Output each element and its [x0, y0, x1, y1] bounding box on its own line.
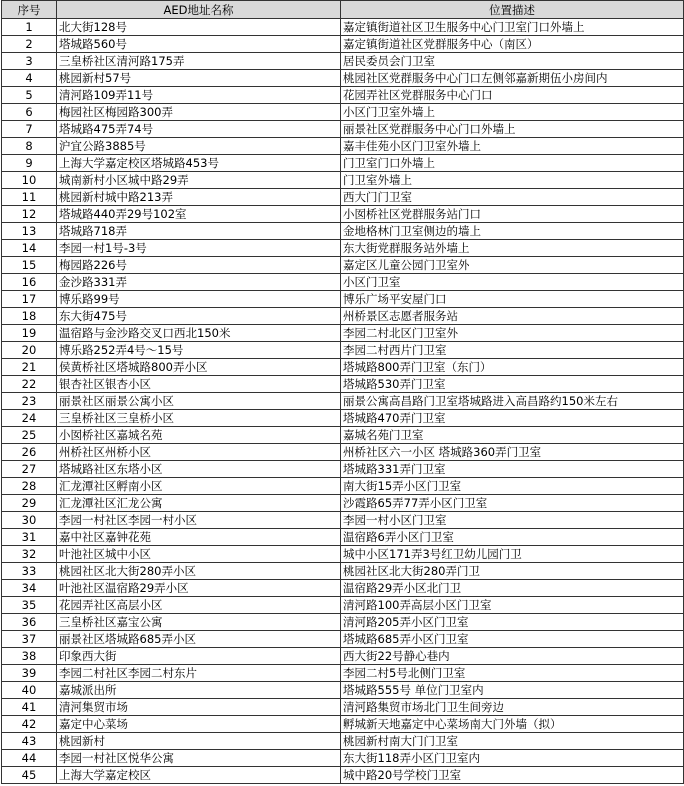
row-number: 30: [2, 512, 57, 529]
row-number: 42: [2, 716, 57, 733]
row-number: 17: [2, 291, 57, 308]
aed-address-name: 清河路109弄11号: [57, 87, 341, 104]
table-row: [2, 155, 684, 172]
location-description: 嘉丰佳苑小区门卫室外墙上: [341, 138, 684, 155]
location-description: 清河路205弄小区门卫室: [341, 614, 684, 631]
location-description: 金地格林门卫室侧边的墙上: [341, 223, 684, 240]
aed-address-name: 塔城路440弄29号102室: [57, 206, 341, 223]
aed-location-table: [1, 0, 684, 784]
table-row: [2, 529, 684, 546]
table-body: [2, 19, 684, 784]
location-description: 小囡桥社区党群服务站门口: [341, 206, 684, 223]
location-description: 东大街118弄小区门卫室内: [341, 750, 684, 767]
table-row: [2, 223, 684, 240]
aed-address-name: 桃园新村城中路213弄: [57, 189, 341, 206]
row-number: 28: [2, 478, 57, 495]
table-row: [2, 546, 684, 563]
location-description: 李园一村小区门卫室: [341, 512, 684, 529]
location-description: 李园二村西片门卫室: [341, 342, 684, 359]
location-description: 小区门卫室外墙上: [341, 104, 684, 121]
aed-address-name: 汇龙潭社区汇龙公寓: [57, 495, 341, 512]
row-number: 4: [2, 70, 57, 87]
row-number: 33: [2, 563, 57, 580]
row-number: 1: [2, 19, 57, 36]
aed-address-name: 东大街475号: [57, 308, 341, 325]
header-row: [2, 1, 684, 19]
row-number: 31: [2, 529, 57, 546]
row-number: 18: [2, 308, 57, 325]
row-number: 20: [2, 342, 57, 359]
location-description: 塔城路685弄小区门卫室: [341, 631, 684, 648]
row-number: 35: [2, 597, 57, 614]
row-number: 34: [2, 580, 57, 597]
location-description: 孵城新天地嘉定中心菜场南大门外墙（拟）: [341, 716, 684, 733]
aed-address-name: 侯黄桥社区塔城路800弄小区: [57, 359, 341, 376]
aed-address-name: 城南新村小区城中路29弄: [57, 172, 341, 189]
aed-address-name: 塔城路560号: [57, 36, 341, 53]
row-number: 36: [2, 614, 57, 631]
location-description: 温宿路6弄小区门卫室: [341, 529, 684, 546]
aed-address-name: 花园弄社区高层小区: [57, 597, 341, 614]
location-description: 博乐广场平安屋门口: [341, 291, 684, 308]
header-location: 位置描述: [341, 1, 684, 19]
location-description: 嘉定镇街道社区党群服务中心（南区）: [341, 36, 684, 53]
header-name: AED地址名称: [57, 1, 341, 19]
table-row: [2, 597, 684, 614]
aed-address-name: 李园一村社区李园一村小区: [57, 512, 341, 529]
aed-address-name: 三皇桥社区嘉宝公寓: [57, 614, 341, 631]
row-number: 6: [2, 104, 57, 121]
row-number: 40: [2, 682, 57, 699]
aed-address-name: 梅园路226号: [57, 257, 341, 274]
location-description: 塔城路331弄门卫室: [341, 461, 684, 478]
table-row: [2, 359, 684, 376]
location-description: 塔城路555号 单位门卫室内: [341, 682, 684, 699]
table-row: [2, 410, 684, 427]
table-row: [2, 699, 684, 716]
location-description: 城中小区171弄3号红卫幼儿园门卫: [341, 546, 684, 563]
aed-address-name: 上海大学嘉定校区: [57, 767, 341, 784]
location-description: 温宿路29弄小区北门卫: [341, 580, 684, 597]
row-number: 14: [2, 240, 57, 257]
row-number: 2: [2, 36, 57, 53]
row-number: 9: [2, 155, 57, 172]
aed-address-name: 上海大学嘉定校区塔城路453号: [57, 155, 341, 172]
row-number: 41: [2, 699, 57, 716]
table-row: [2, 580, 684, 597]
aed-address-name: 丽景社区丽景公寓小区: [57, 393, 341, 410]
row-number: 5: [2, 87, 57, 104]
row-number: 39: [2, 665, 57, 682]
table-row: [2, 614, 684, 631]
row-number: 43: [2, 733, 57, 750]
table-row: [2, 631, 684, 648]
aed-address-name: 桃园社区北大街280弄小区: [57, 563, 341, 580]
location-description: 门卫室外墙上: [341, 172, 684, 189]
row-number: 16: [2, 274, 57, 291]
location-description: 州桥景区志愿者服务站: [341, 308, 684, 325]
location-description: 塔城路800弄门卫室（东门）: [341, 359, 684, 376]
aed-address-name: 三皇桥社区清河路175弄: [57, 53, 341, 70]
header-no: 序号: [2, 1, 57, 19]
table-row: [2, 342, 684, 359]
row-number: 15: [2, 257, 57, 274]
location-description: 塔城路470弄门卫室: [341, 410, 684, 427]
table-row: [2, 563, 684, 580]
row-number: 8: [2, 138, 57, 155]
table-row: [2, 36, 684, 53]
aed-address-name: 州桥社区州桥小区: [57, 444, 341, 461]
table-row: [2, 682, 684, 699]
aed-address-name: 印象西大街: [57, 648, 341, 665]
aed-address-name: 银杏社区银杏小区: [57, 376, 341, 393]
aed-address-name: 塔城路718弄: [57, 223, 341, 240]
row-number: 23: [2, 393, 57, 410]
table-row: [2, 325, 684, 342]
table-row: [2, 665, 684, 682]
row-number: 21: [2, 359, 57, 376]
row-number: 12: [2, 206, 57, 223]
row-number: 13: [2, 223, 57, 240]
aed-address-name: 桃园新村57号: [57, 70, 341, 87]
table-row: [2, 427, 684, 444]
location-description: 小区门卫室: [341, 274, 684, 291]
row-number: 38: [2, 648, 57, 665]
row-number: 26: [2, 444, 57, 461]
aed-address-name: 叶池社区城中小区: [57, 546, 341, 563]
aed-address-name: 李园一村社区悦华公寓: [57, 750, 341, 767]
location-description: 嘉定镇街道社区卫生服务中心门卫室门口外墙上: [341, 19, 684, 36]
table-row: [2, 189, 684, 206]
aed-address-name: 金沙路331弄: [57, 274, 341, 291]
table-row: [2, 206, 684, 223]
row-number: 32: [2, 546, 57, 563]
table-row: [2, 376, 684, 393]
table-row: [2, 70, 684, 87]
aed-address-name: 塔城路475弄74号: [57, 121, 341, 138]
table-row: [2, 308, 684, 325]
row-number: 10: [2, 172, 57, 189]
table-row: [2, 240, 684, 257]
location-description: 李园二村5号北侧门卫室: [341, 665, 684, 682]
aed-address-name: 嘉城派出所: [57, 682, 341, 699]
aed-address-name: 北大街128号: [57, 19, 341, 36]
row-number: 45: [2, 767, 57, 784]
table-row: [2, 393, 684, 410]
aed-address-name: 梅园社区梅园路300弄: [57, 104, 341, 121]
location-description: 桃园社区北大街280弄门卫: [341, 563, 684, 580]
aed-address-name: 叶池社区温宿路29弄小区: [57, 580, 341, 597]
row-number: 3: [2, 53, 57, 70]
location-description: 居民委员会门卫室: [341, 53, 684, 70]
location-description: 东大街党群服务站外墙上: [341, 240, 684, 257]
aed-address-name: 博乐路252弄4号～15号: [57, 342, 341, 359]
table-row: [2, 19, 684, 36]
aed-address-name: 博乐路99号: [57, 291, 341, 308]
table-row: [2, 461, 684, 478]
table-row: [2, 733, 684, 750]
table-row: [2, 716, 684, 733]
table-row: [2, 444, 684, 461]
table-row: [2, 291, 684, 308]
aed-address-name: 李园二村社区李园二村东片: [57, 665, 341, 682]
aed-address-name: 三皇桥社区三皇桥小区: [57, 410, 341, 427]
row-number: 19: [2, 325, 57, 342]
table-row: [2, 257, 684, 274]
table-row: [2, 750, 684, 767]
row-number: 22: [2, 376, 57, 393]
row-number: 7: [2, 121, 57, 138]
table-row: [2, 495, 684, 512]
aed-address-name: 嘉定中心菜场: [57, 716, 341, 733]
row-number: 24: [2, 410, 57, 427]
table-row: [2, 172, 684, 189]
table-row: [2, 104, 684, 121]
location-description: 嘉定区儿童公园门卫室外: [341, 257, 684, 274]
aed-address-name: 小囡桥社区嘉城名苑: [57, 427, 341, 444]
aed-address-name: 清河集贸市场: [57, 699, 341, 716]
location-description: 南大街15弄小区门卫室: [341, 478, 684, 495]
location-description: 丽景社区党群服务中心门口外墙上: [341, 121, 684, 138]
aed-address-name: 嘉中社区嘉钟花苑: [57, 529, 341, 546]
location-description: 桃园社区党群服务中心门口左侧邻嘉新期伍小房间内: [341, 70, 684, 87]
location-description: 丽景公寓高昌路门卫室塔城路进入高昌路约150米左右: [341, 393, 684, 410]
row-number: 25: [2, 427, 57, 444]
table-row: [2, 767, 684, 784]
aed-address-name: 塔城路社区东塔小区: [57, 461, 341, 478]
aed-address-name: 汇龙潭社区孵南小区: [57, 478, 341, 495]
table-row: [2, 121, 684, 138]
table-row: [2, 512, 684, 529]
aed-address-name: 丽景社区塔城路685弄小区: [57, 631, 341, 648]
table-row: [2, 87, 684, 104]
table-row: [2, 53, 684, 70]
aed-address-name: 温宿路与金沙路交叉口西北150米: [57, 325, 341, 342]
location-description: 西大街22号静心巷内: [341, 648, 684, 665]
location-description: 沙霞路65弄77弄小区门卫室: [341, 495, 684, 512]
row-number: 44: [2, 750, 57, 767]
location-description: 花园弄社区党群服务中心门口: [341, 87, 684, 104]
row-number: 27: [2, 461, 57, 478]
location-description: 嘉城名苑门卫室: [341, 427, 684, 444]
location-description: 西大门门卫室: [341, 189, 684, 206]
row-number: 37: [2, 631, 57, 648]
aed-address-name: 李园一村1号-3号: [57, 240, 341, 257]
location-description: 清河路集贸市场北门卫生间旁边: [341, 699, 684, 716]
table-row: [2, 138, 684, 155]
row-number: 29: [2, 495, 57, 512]
location-description: 塔城路530弄门卫室: [341, 376, 684, 393]
location-description: 州桥社区六一小区 塔城路360弄门卫室: [341, 444, 684, 461]
location-description: 桃园新村南大门门卫室: [341, 733, 684, 750]
table-row: [2, 478, 684, 495]
table-row: [2, 274, 684, 291]
aed-address-name: 沪宜公路3885号: [57, 138, 341, 155]
location-description: 清河路100弄高层小区门卫室: [341, 597, 684, 614]
location-description: 李园二村北区门卫室外: [341, 325, 684, 342]
table-row: [2, 648, 684, 665]
row-number: 11: [2, 189, 57, 206]
location-description: 城中路20号学校门卫室: [341, 767, 684, 784]
location-description: 门卫室门口外墙上: [341, 155, 684, 172]
aed-address-name: 桃园新村: [57, 733, 341, 750]
